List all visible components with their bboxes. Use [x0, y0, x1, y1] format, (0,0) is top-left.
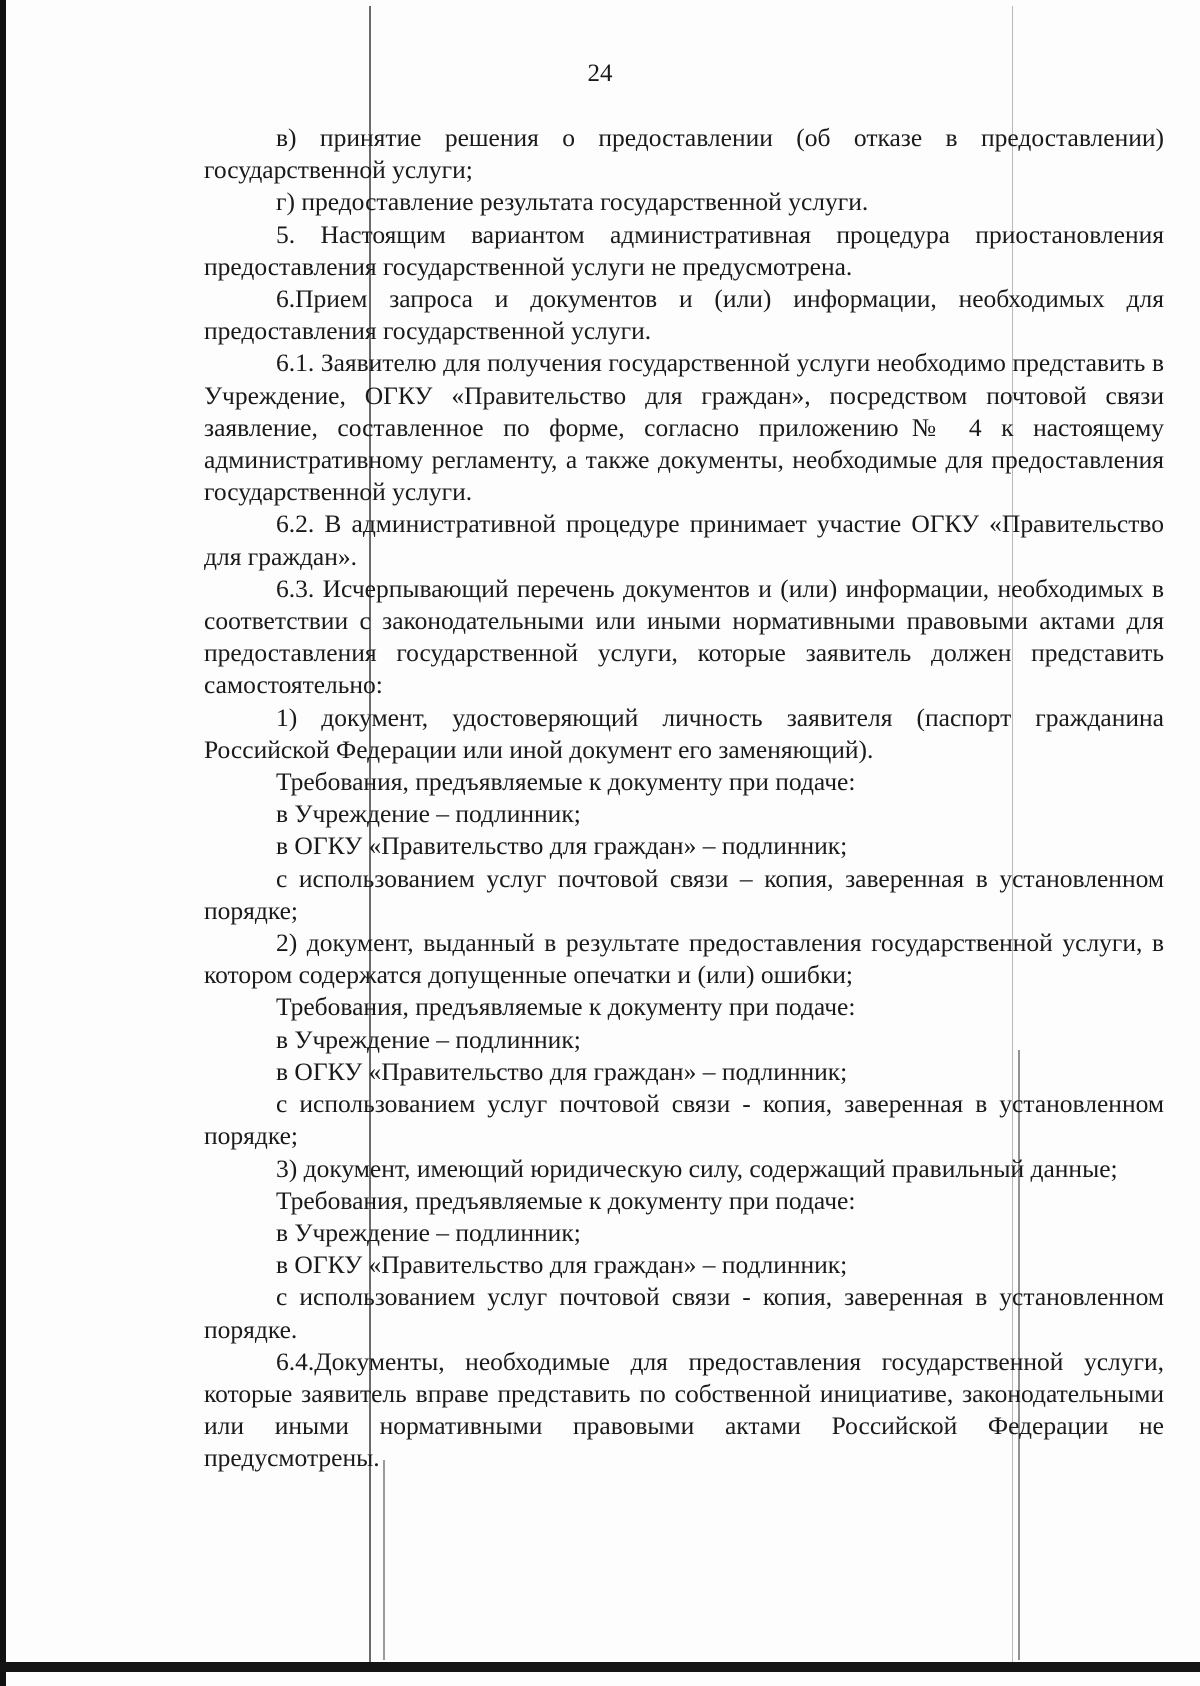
paragraph-requirement-post: с использованием услуг почтовой связи - копия, заверенная в установленном порядке; — [204, 1089, 1164, 1151]
paragraph-section-5: 5. Настоящим вариантом административная процедура приостановления предоставления государственной услуги не предусмотрена. — [204, 219, 1164, 281]
scan-fold-line — [383, 1460, 385, 1660]
paragraph-document-2: 2) документ, выданный в результате предоставления государственной услуги, в котором содержатся допущенные опечатки и (или) ошибки; — [204, 928, 1164, 990]
paragraph-requirements-heading: Требования, предъявляемые к документу при подаче: — [276, 767, 856, 797]
page-number: 24 — [587, 60, 613, 87]
paragraph-document-3: 3) документ, имеющий юридическую силу, содержащий правильный данные; — [276, 1153, 1118, 1183]
paragraph-requirement-institution: в Учреждение – подлинник; — [276, 799, 581, 829]
scan-edge-bottom — [0, 1662, 1200, 1672]
paragraph-requirement-ogku: в ОГКУ «Правительство для граждан» – подлинник; — [276, 1250, 848, 1280]
paragraph-item-v: в) принятие решения о предоставлении (об отказе в предоставлении) государственной услуги; — [204, 123, 1164, 185]
paragraph-section-6-2: 6.2. В административной процедуре принимает участие ОГКУ «Правительство для граждан». — [204, 509, 1164, 571]
paragraph-document-1: 1) документ, удостоверяющий личность заявителя (паспорт гражданина Российской Федерации или иной документ его заменяющий). — [204, 702, 1164, 764]
paragraph-requirement-post: с использованием услуг почтовой связи – копия, заверенная в установленном порядке; — [204, 863, 1164, 925]
paragraph-section-6-3: 6.3. Исчерпывающий перечень документов и (или) информации, необходимых в соответствии с законодательными или иными нормативными правовыми актами для предоставления государственной услуги, которые заявитель должен представить самостоятельно: — [204, 573, 1164, 700]
document-body — [204, 122, 1164, 1475]
paragraph-requirement-ogku: в ОГКУ «Правительство для граждан» – подлинник; — [276, 831, 848, 861]
paragraph-section-6-4: 6.4.Документы, необходимые для предоставления государственной услуги, которые заявитель вправе представить по собственной инициативе, законодательными или иными нормативными правовыми актами Российской Федерации не предусмотрены. — [204, 1346, 1164, 1473]
paragraph-requirements-heading: Требования, предъявляемые к документу при подаче: — [276, 992, 856, 1022]
paragraph-section-6-1: 6.1. Заявителю для получения государственной услуги необходимо представить в Учреждение, ОГКУ «Правительство для граждан», посредством почтовой связи заявление, составленное по форме, согласно приложению№ 4 к настоящему административному регламенту, а также документы, необходимые для предоставления государственной услуги. — [204, 348, 1164, 507]
scan-edge-left — [0, 0, 6, 1686]
paragraph-section-6: 6.Прием запроса и документов и (или) информации, необходимых для предоставления государственной услуги. — [204, 284, 1164, 346]
paragraph-requirement-institution: в Учреждение – подлинник; — [276, 1217, 581, 1247]
paragraph-item-g: г) предоставление результата государственной услуги. — [276, 187, 869, 217]
paragraph-requirement-institution: в Учреждение – подлинник; — [276, 1024, 581, 1054]
paragraph-requirement-post: с использованием услуг почтовой связи - копия, заверенная в установленном порядке. — [204, 1282, 1164, 1344]
paragraph-requirement-ogku: в ОГКУ «Правительство для граждан» – подлинник; — [276, 1056, 848, 1086]
paragraph-requirements-heading: Требования, предъявляемые к документу при подаче: — [276, 1185, 856, 1215]
